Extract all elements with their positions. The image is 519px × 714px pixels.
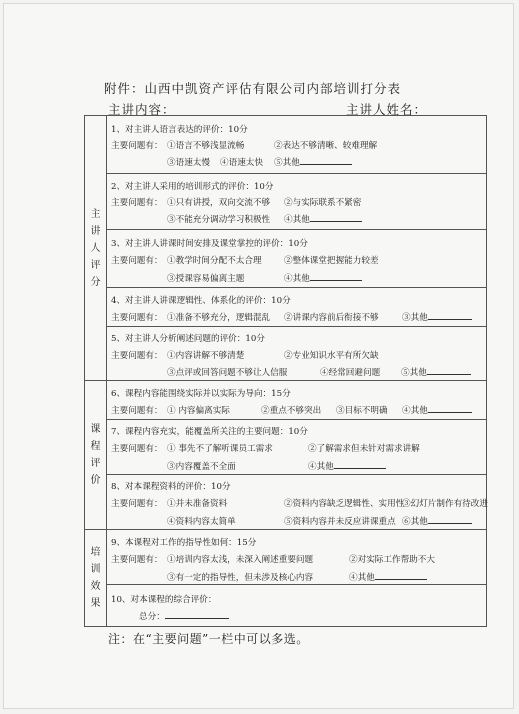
other-blank[interactable] [428, 312, 472, 320]
row-divider [106, 474, 486, 475]
section-divider [85, 380, 486, 381]
category-speaker-rating: 主 讲 人 评 分 [90, 208, 101, 288]
content-label: 主讲内容： [108, 102, 176, 117]
other-blank[interactable] [375, 572, 427, 580]
other-blank[interactable] [310, 273, 362, 281]
other-blank[interactable] [334, 461, 386, 469]
other-blank[interactable] [310, 214, 362, 222]
other-blank[interactable] [428, 516, 472, 524]
category-training-effect: 培 训 效 果 [90, 546, 101, 609]
category-course-evaluation: 课 程 评 价 [90, 423, 101, 486]
other-blank[interactable] [428, 405, 472, 413]
column-divider [106, 116, 107, 626]
section-divider [85, 529, 486, 530]
row-divider [106, 584, 486, 585]
speaker-name-label: 主讲人姓名： [346, 102, 428, 117]
row-divider [106, 419, 486, 420]
scoring-table: 主 讲 人 评 分 课 程 评 价 培 训 效 果 1、对主讲人语言表达的评价：10分 主要问题有： ①语言不够浅显流畅 ②表达不够清晰、较难理解 ③语速太慢 ④语速太快 ⑤其他 2、对主讲人采用的培训形式的评价：10分 主要问题有： ①只有讲授，双向交流不够 ②与实际联系不紧密 ③不能充分调动学习积极性 ④其他 3、对主讲人讲课时间安排及课堂掌控的评价：10分 主要问题有： ①教学时间分配不太合理 ②整体课堂把握能力较差 ③授课容易偏离主题 ④其他 4、对主讲人讲课逻辑性、体系化的评价：10分 主要问题有： ①准备不够充分，逻辑混乱 ②讲课内容前后衔接不够 ③其他 5、对主讲人分析阐述问题的评价：10分 主要问题有： ①内容讲解不够清楚 ②专业知识水平有所欠缺 ③点评或回答问题不够让人信服 ④经常回避问题 ⑤其他 6、课程内容能围绕实际并以实际为导向：15分 主要问题有： ① 内容偏离实际 ②重点不够突出 ③目标不明确 ④其他 7、课程内容充实，能覆盖所关注的主要问题：10分 主要问题有： ① 事先不了解听课员工需求 ②了解需求但未针对需求讲解 ③内容覆盖不全面 ④其他 8、对本课程资料的评价：10分 主要问题有： ①并未准备资料 ②资料内容缺乏逻辑性、实用性 ③幻灯片制作有待改进 ④资料内容太简单 ⑤资料内容并未反应讲课重点 ⑥其他 9、本课程对工作的指导性如何：15分 主要问题有： ①培训内容太浅，未深入阐述重要问题 ②对实际工作帮助不大 ③有一定的指导性，但未涉及核心内容 ④其他 10、对本课程的综合评价： 总分： [84, 115, 487, 627]
row-divider [106, 229, 486, 230]
footer-note: 注：在“主要问题”一栏中可以多选。 [108, 632, 309, 646]
total-score-blank[interactable] [165, 611, 229, 619]
row-divider [106, 326, 486, 327]
row-divider [106, 173, 486, 174]
other-blank[interactable] [300, 157, 352, 165]
row-divider [106, 287, 486, 288]
other-blank[interactable] [427, 367, 471, 375]
form-title: 附件：山西中凯资产评估有限公司内部培训打分表 [104, 81, 402, 96]
